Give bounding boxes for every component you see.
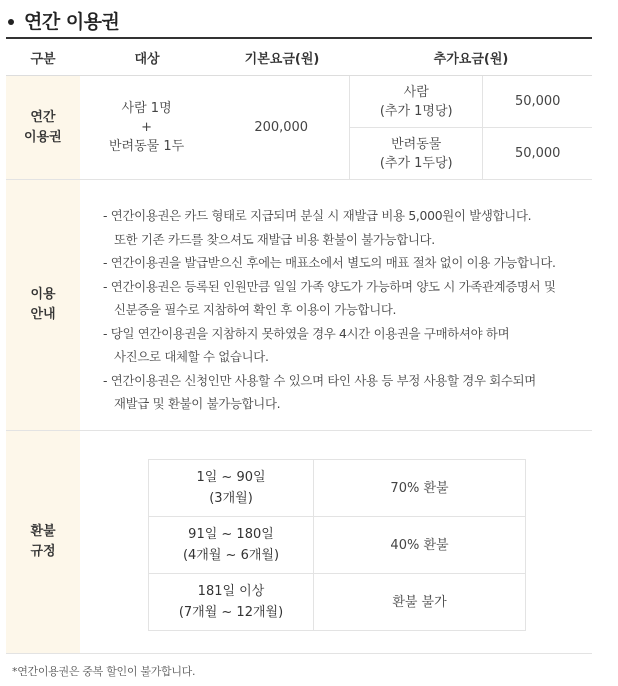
refund-row — [149, 516, 525, 573]
refund-period: 1일 ~ 90일 — [196, 470, 266, 485]
usage-guide-row — [6, 180, 592, 431]
annual-pass-label: 연간 이용권 — [6, 76, 80, 179]
usage-line: - 연간이용권은 등록된 인원만큼 일일 가족 양도가 가능하며 양도 시 가족관계증명서 및 — [103, 278, 556, 294]
extra-person-price: 50,000 — [482, 76, 592, 127]
header-base-fee: 기본요금(원) — [244, 51, 320, 67]
extra-pet-price: 50,000 — [482, 128, 592, 179]
target-person: 사람 1명 — [121, 101, 172, 116]
section-title: 연간 이용권 — [24, 10, 120, 33]
usage-line: - 당일 연간이용권을 지참하지 못하였을 경우 4시간 이용권을 구매하셔야 하며 — [103, 325, 510, 341]
refund-row — [149, 573, 525, 630]
table-header-row — [6, 39, 592, 76]
extra-row-pet — [350, 127, 592, 179]
base-fee-cell: 200,000 — [254, 120, 309, 135]
section-header — [8, 4, 119, 36]
bullet-icon — [8, 19, 14, 25]
usage-guide-label: 이용 안내 — [6, 180, 80, 430]
refund-row — [149, 460, 525, 516]
usage-line: 재발급 및 환불이 불가능합니다. — [114, 396, 281, 411]
target-cell — [80, 76, 214, 179]
refund-rule: 40% 환불 — [390, 537, 449, 553]
extra-pet-name: 반려동물 — [391, 136, 442, 152]
refund-policy-label: 환불 규정 — [6, 431, 80, 653]
extra-pet-unit: (추가 1두당) — [379, 155, 453, 171]
refund-months: (4개월 ~ 6개월) — [182, 548, 280, 563]
extra-fee-cell — [349, 76, 592, 179]
annual-pass-row — [6, 76, 592, 180]
target-plus: + — [141, 120, 153, 135]
usage-line: 신분증을 필수로 지참하여 확인 후 이용이 가능합니다. — [114, 302, 397, 317]
annual-pass-table — [6, 37, 592, 654]
extra-row-person — [350, 76, 592, 127]
refund-table — [148, 459, 526, 631]
usage-line: - 연간이용권은 신청인만 사용할 수 있으며 타인 사용 등 부정 사용할 경우 회수되며 — [103, 372, 536, 388]
refund-months: (3개월) — [209, 491, 253, 506]
refund-policy-cell — [80, 431, 592, 653]
target-pet: 반려동물 1두 — [108, 139, 185, 154]
usage-line: 사진으로 대체할 수 없습니다. — [114, 349, 269, 364]
usage-line: - 연간이용권은 카드 형태로 지급되며 분실 시 재발급 비용 5,000원이 발생합니다. — [103, 208, 532, 223]
refund-period: 181일 이상 — [197, 584, 265, 599]
header-category: 구분 — [30, 51, 56, 67]
usage-line: 또한 기존 카드를 찾으셔도 재발급 비용 환불이 불가능합니다. — [114, 231, 435, 247]
refund-rule: 70% 환불 — [390, 480, 449, 496]
usage-line: - 연간이용권을 발급받으신 후에는 매표소에서 별도의 매표 절차 없이 이용 가능합니다. — [103, 255, 556, 270]
extra-person-name: 사람 — [403, 84, 429, 100]
refund-policy-row — [6, 431, 592, 654]
header-target: 대상 — [134, 51, 160, 67]
extra-person-unit: (추가 1명당) — [379, 103, 453, 119]
footnote: *연간이용권은 중복 할인이 불가합니다. — [12, 665, 196, 678]
refund-rule: 환불 불가 — [392, 594, 447, 610]
refund-months: (7개월 ~ 12개월) — [178, 605, 284, 620]
header-extra-fee: 추가요금(원) — [433, 51, 509, 67]
usage-guide-text — [80, 180, 592, 430]
refund-period: 91일 ~ 180일 — [188, 527, 274, 542]
